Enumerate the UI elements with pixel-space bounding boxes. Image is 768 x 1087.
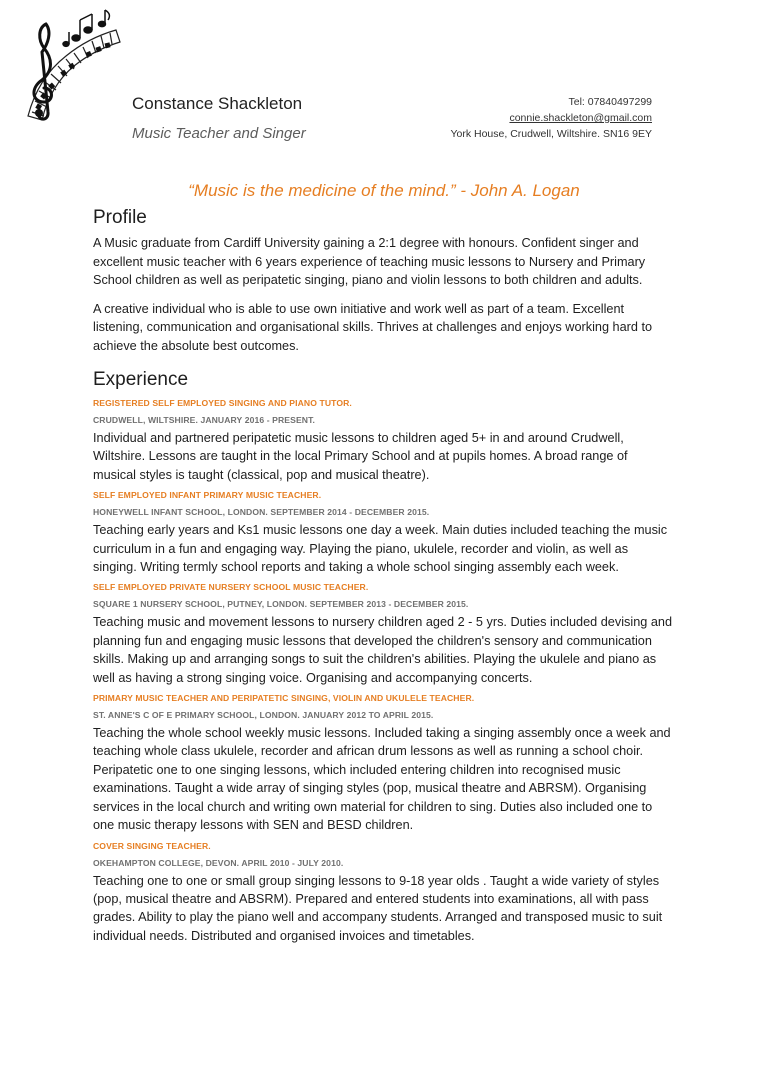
profile-heading: Profile <box>93 207 147 228</box>
job-entry <box>93 488 673 576</box>
job-title: SELF EMPLOYED INFANT PRIMARY MUSIC TEACHER. <box>93 490 322 501</box>
treble-clef-music-notes-icon <box>8 8 126 126</box>
candidate-name: Constance Shackleton <box>132 94 303 113</box>
contact-block <box>450 94 652 142</box>
job-location-dates: HONEYWELL INFANT SCHOOL, LONDON. SEPTEMBER 2014 - DECEMBER 2015. <box>93 507 430 518</box>
job-description: Teaching one to one or small group singing lessons to 9-18 year olds . Taught a wide variety of styles (pop, musical theatre and ABSRM). Prepared and entered students into examinations, all with pass grades. Ability to play the piano well and accompany students. Arranged and transposed music to suit individual needs. Distributed and organised invoices and timetables. <box>93 873 663 943</box>
phone-number: Tel: 07840497299 <box>568 96 652 108</box>
job-title: COVER SINGING TEACHER. <box>93 840 211 851</box>
job-description: Teaching the whole school weekly music lessons. Included taking a singing assembly once a week and teaching whole class ukulele, recorder and african drum lessons as well as running a school choir. Peripatetic one to one singing lessons, which included entering children into recognised music examinations. Taught a wide array of singing styles (pop, musical theatre and ABRSM). Organising services in the local church and writing own material for children to sing. Duties also included one to one music therapy lessons with SEN and BESD children. <box>93 726 671 833</box>
job-location-dates: SQUARE 1 NURSERY SCHOOL, PUTNEY, LONDON. SEPTEMBER 2013 - DECEMBER 2015. <box>93 599 469 610</box>
job-location-dates: OKEHAMPTON COLLEGE, DEVON. APRIL 2010 - JULY 2010. <box>93 857 344 868</box>
job-description: Teaching early years and Ks1 music lessons one day a week. Main duties included teaching the music curriculum in a fun and engaging way. Playing the piano, ukulele, recorder and violin, as well as singing. Writing termly school reports and taking a whole school singing assembly each week. <box>93 523 668 575</box>
postal-address: York House, Crudwell, Wiltshire. SN16 9EY <box>450 128 652 140</box>
job-title-subtitle: Music Teacher and Singer <box>132 125 306 142</box>
experience-heading: Experience <box>93 369 189 390</box>
job-entry <box>93 691 673 834</box>
job-location-dates: ST. ANNE'S C OF E PRIMARY SCHOOL, LONDON. JANUARY 2012 TO APRIL 2015. <box>93 710 434 721</box>
profile-paragraph: A Music graduate from Cardiff University gaining a 2:1 degree with honours. Confident singer and excellent music teacher with 6 years experience of teaching music lessons to Nursery and Primary School children as well as peripatetic singing, piano and violin lessons to both children and adults. <box>93 236 646 287</box>
job-entry <box>93 396 673 484</box>
job-entry <box>93 580 673 687</box>
email-link[interactable]: connie.shackleton@gmail.com <box>509 112 652 124</box>
resume-body <box>93 207 673 949</box>
job-description: Individual and partnered peripatetic music lessons to children aged 5+ in and around Crudwell, Wiltshire. Lessons are taught in the local Primary School and at pupils homes. A broad range of musical styles is taught (classical, pop and musical theatre). <box>93 431 628 482</box>
job-location-dates: CRUDWELL, WILTSHIRE. JANUARY 2016 - PRESENT. <box>93 415 315 425</box>
job-title: REGISTERED SELF EMPLOYED SINGING AND PIANO TUTOR. <box>93 398 352 408</box>
job-title: PRIMARY MUSIC TEACHER AND PERIPATETIC SINGING, VIOLIN AND UKULELE TEACHER. <box>93 693 475 704</box>
job-title: SELF EMPLOYED PRIVATE NURSERY SCHOOL MUSIC TEACHER. <box>93 582 369 593</box>
quote: “Music is the medicine of the mind.” - John A. Logan <box>188 181 580 200</box>
profile-paragraph: A creative individual who is able to use own initiative and work well as part of a team. Excellent listening, communication and organisational skills. Thrives at challenges and enjoys working hard to achieve the absolute best outcomes. <box>93 301 653 353</box>
job-entry <box>93 839 673 946</box>
job-description: Teaching music and movement lessons to nursery children aged 2 - 5 yrs. Duties included devising and planning fun and engaging music lessons that developed the children's sensory and communication skills. Making up and arranging songs to suit the children's abilities. Playing the ukulele and piano as well as having a strong singing voice. Organising and accompanying concerts. <box>93 615 672 685</box>
